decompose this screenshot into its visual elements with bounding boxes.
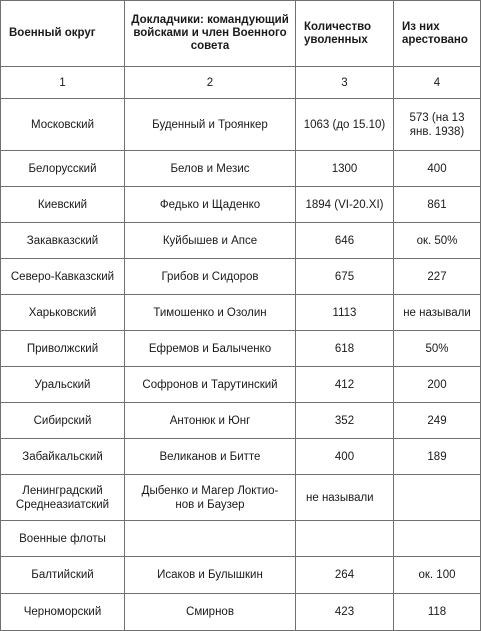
empty-cell (125, 521, 296, 557)
dismissed-cell: 400 (296, 439, 394, 475)
column-number: 4 (394, 67, 481, 99)
header-district: Военный округ (1, 1, 125, 67)
arrested-cell-empty (394, 475, 481, 521)
column-number: 1 (1, 67, 125, 99)
district-cell: Закавказский (1, 223, 125, 259)
table-row (1, 557, 481, 594)
table-row (1, 331, 481, 367)
speakers-cell: Федько и Щаденко (125, 187, 296, 223)
arrested-cell: 189 (394, 439, 481, 475)
arrested-cell: 573 (на 13 янв. 1938) (394, 99, 481, 151)
table-row (1, 594, 481, 631)
speakers-cell: Белов и Мезис (125, 151, 296, 187)
table-row (1, 295, 481, 331)
arrested-cell: 400 (394, 151, 481, 187)
arrested-cell: 249 (394, 403, 481, 439)
district-cell: Белорусский (1, 151, 125, 187)
arrested-cell: 118 (394, 594, 481, 631)
dismissed-cell: 646 (296, 223, 394, 259)
fleets-label: Военные флоты (1, 521, 125, 557)
dismissed-cell: 1894 (VI-20.XI) (296, 187, 394, 223)
district-cell: Балтийский (1, 557, 125, 594)
speakers-cell: Тимошенко и Озолин (125, 295, 296, 331)
dismissed-cell: 618 (296, 331, 394, 367)
district-cell: Сибирский (1, 403, 125, 439)
table-row (1, 403, 481, 439)
dismissed-cell: 412 (296, 367, 394, 403)
merged-table-row (1, 475, 481, 521)
speakers-cell: Антонюк и Юнг (125, 403, 296, 439)
speakers-cell: Дыбенко и Магер Локтио-нов и Баузер (125, 475, 296, 521)
district-cell: Киевский (1, 187, 125, 223)
dismissed-cell: 675 (296, 259, 394, 295)
table-row (1, 439, 481, 475)
district-cell: Приволжский (1, 331, 125, 367)
speakers-cell: Софронов и Тарутинский (125, 367, 296, 403)
column-number: 2 (125, 67, 296, 99)
speakers-cell: Ефремов и Балыченко (125, 331, 296, 367)
speakers-cell: Великанов и Битте (125, 439, 296, 475)
table-row (1, 187, 481, 223)
fleets-section-row (1, 521, 481, 557)
speakers-cell: Грибов и Сидоров (125, 259, 296, 295)
empty-cell (296, 521, 394, 557)
dismissed-cell: 264 (296, 557, 394, 594)
arrested-cell: ок. 100 (394, 557, 481, 594)
table-row (1, 151, 481, 187)
district-cell: Забайкальский (1, 439, 125, 475)
dismissed-cell: 423 (296, 594, 394, 631)
arrested-cell: 200 (394, 367, 481, 403)
table-row (1, 99, 481, 151)
district-cell: Уральский (1, 367, 125, 403)
table-row (1, 367, 481, 403)
column-number: 3 (296, 67, 394, 99)
district-cell: Черноморский (1, 594, 125, 631)
column-numbers-row (1, 67, 481, 99)
speakers-cell: Смирнов (125, 594, 296, 631)
header-dismissed: Количество уволенных (296, 1, 394, 67)
dismissed-cell: 352 (296, 403, 394, 439)
arrested-cell: ок. 50% (394, 223, 481, 259)
dismissed-cell: 1113 (296, 295, 394, 331)
header-arrested: Из них арестовано (394, 1, 481, 67)
district-cell: Харьковский (1, 295, 125, 331)
speakers-cell: Буденный и Троянкер (125, 99, 296, 151)
header-speakers: Докладчики: командующий войсками и член Военного совета (125, 1, 296, 67)
arrested-cell: не называли (394, 295, 481, 331)
dismissed-cell: 1063 (до 15.10) (296, 99, 394, 151)
arrested-cell: 861 (394, 187, 481, 223)
header-row (1, 1, 481, 67)
district-cell: Московский (1, 99, 125, 151)
dismissed-cell: не называли (296, 475, 394, 521)
district-cell: Северо-Кавказский (1, 259, 125, 295)
table-row (1, 223, 481, 259)
speakers-cell: Куйбышев и Апсе (125, 223, 296, 259)
dismissed-cell: 1300 (296, 151, 394, 187)
arrested-cell: 50% (394, 331, 481, 367)
district-cell: Ленинградский Среднеазиатский (1, 475, 125, 521)
empty-cell (394, 521, 481, 557)
arrested-cell: 227 (394, 259, 481, 295)
table-row (1, 259, 481, 295)
speakers-cell: Исаков и Булышкин (125, 557, 296, 594)
